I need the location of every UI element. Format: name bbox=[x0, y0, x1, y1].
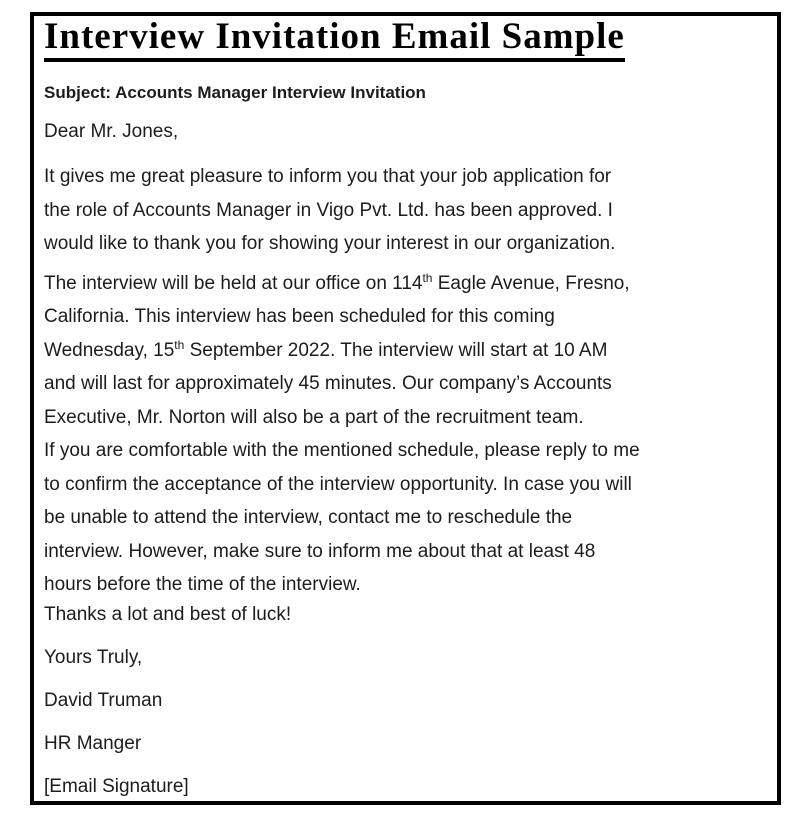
text-segment: September 2022. The interview will start at 10 AM bbox=[184, 339, 608, 361]
salutation: Dear Mr. Jones, bbox=[44, 121, 179, 142]
text-line bbox=[44, 568, 769, 602]
text-segment: Wednesday, 15 bbox=[44, 339, 175, 361]
text-line bbox=[44, 300, 769, 334]
text-segment: hours before the time of the interview. bbox=[44, 574, 361, 595]
text-segment: would like to thank you for showing your interest in our organization. bbox=[44, 233, 616, 254]
text-line bbox=[44, 501, 769, 535]
text-line bbox=[44, 267, 769, 301]
document-title bbox=[44, 18, 769, 56]
text-line bbox=[44, 401, 769, 435]
closing-sender-name: David Truman bbox=[44, 689, 163, 711]
text-segment: If you are comfortable with the mentioned schedule, please reply to me bbox=[44, 440, 640, 461]
subject-line: Subject: Accounts Manager Interview Invitation bbox=[44, 83, 426, 102]
text-segment: be unable to attend the interview, contact me to reschedule the bbox=[44, 507, 573, 528]
closing-valediction: Yours Truly, bbox=[44, 646, 143, 668]
document-title-text: Interview Invitation Email Sample bbox=[44, 16, 625, 62]
text-line bbox=[44, 227, 769, 261]
body-paragraph-3 bbox=[44, 434, 769, 602]
text-segment: California. This interview has been scheduled for this coming bbox=[44, 306, 555, 327]
text-segment: interview. However, make sure to inform me about that at least 48 bbox=[44, 540, 596, 562]
text-line bbox=[44, 468, 769, 502]
text-segment: the role of Accounts Manager in Vigo Pvt. Ltd. has been approved. I bbox=[44, 199, 613, 221]
closing-signature-placeholder: [Email Signature] bbox=[44, 775, 189, 797]
text-segment: It gives me great pleasure to inform you that your job application for bbox=[44, 166, 612, 187]
text-segment: Eagle Avenue, Fresno, bbox=[432, 272, 630, 294]
text-line bbox=[44, 535, 769, 569]
text-line bbox=[44, 160, 769, 194]
text-segment: The interview will be held at our office on 114 bbox=[44, 272, 423, 294]
ordinal-superscript: th bbox=[422, 270, 433, 285]
text-line bbox=[44, 434, 769, 468]
text-segment: and will last for approximately 45 minutes. Our company’s Accounts bbox=[44, 373, 612, 394]
body-paragraph-1 bbox=[44, 160, 769, 261]
closing-thanks: Thanks a lot and best of luck! bbox=[44, 603, 292, 625]
text-segment: Executive, Mr. Norton will also be a part of the recruitment team. bbox=[44, 406, 584, 428]
text-line bbox=[44, 194, 769, 228]
body-paragraph-2 bbox=[44, 267, 769, 435]
text-line bbox=[44, 334, 769, 368]
document-frame bbox=[30, 12, 781, 805]
text-segment: to confirm the acceptance of the interview opportunity. In case you will bbox=[44, 473, 632, 495]
text-line bbox=[44, 367, 769, 401]
ordinal-superscript: th bbox=[174, 337, 185, 352]
closing-block bbox=[44, 598, 769, 804]
closing-sender-role: HR Manger bbox=[44, 732, 142, 754]
